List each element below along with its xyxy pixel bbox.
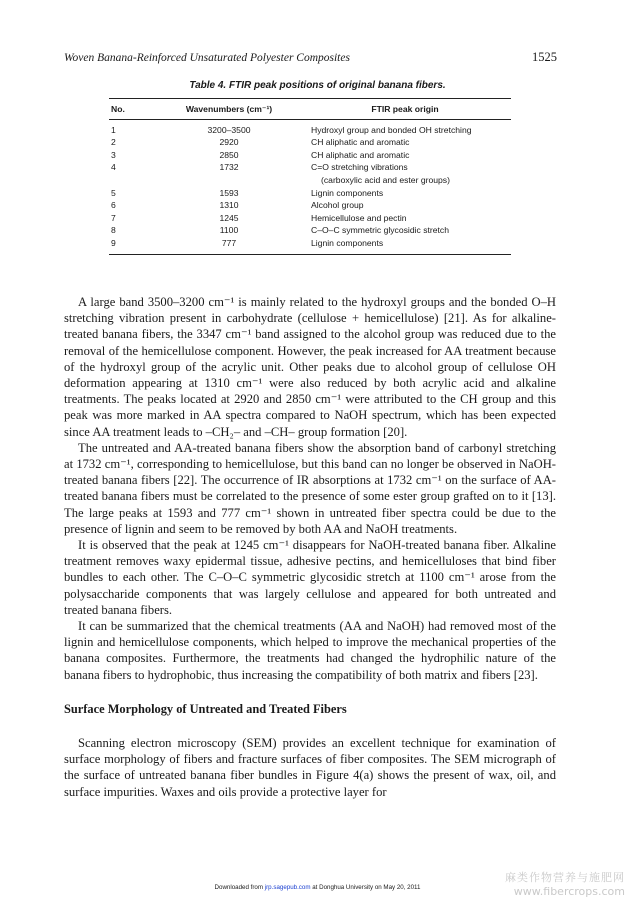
cell-wavenumber: 2850 [219, 149, 239, 160]
cell-wavenumber: 1310 [219, 200, 239, 211]
table-row [109, 212, 511, 225]
body-paragraph: It can be summarized that the chemical treatments (AA and NaOH) had removed most of the lignin and hemicellulose components, which helped to improve the mechanical properties of the banana composites. Furthermore, the treatments had changed the hydrophilic nature of the banana fibers to hydrophobic, thus increasing the compatibility of both matrix and fibers [23]. [64, 619, 556, 682]
watermark-chinese: 麻类作物营养与施肥网 [505, 871, 625, 884]
watermark-url: www.fibercrops.com [513, 885, 625, 898]
table-row [109, 161, 511, 186]
table-row [109, 187, 511, 200]
body-text [64, 294, 556, 800]
cell-wavenumber: 1245 [219, 212, 239, 223]
table-caption: Table 4. FTIR peak positions of original banana fibers. [189, 80, 446, 91]
cell-origin: CH aliphatic and aromatic [311, 137, 410, 148]
table-row [109, 224, 511, 237]
cell-origin: C=O stretching vibrations [311, 162, 408, 173]
section-heading: Surface Morphology of Untreated and Treated Fibers [64, 701, 347, 716]
cell-origin: Lignin components [311, 187, 384, 198]
footer-prefix: Downloaded from [214, 884, 265, 891]
footer-suffix: at Donghua University on May 20, 2011 [310, 884, 421, 891]
cell-origin: CH aliphatic and aromatic [311, 149, 410, 160]
cell-origin-block [299, 161, 511, 186]
cell-wavenumber: 2920 [219, 137, 239, 148]
column-header-wavenumbers: Wavenumbers (cm⁻¹) [159, 99, 299, 120]
cell-origin: Alcohol group [311, 200, 364, 211]
cell-wavenumber: 777 [159, 237, 299, 254]
cell-no: 5 [111, 187, 116, 198]
table-row [109, 136, 511, 149]
cell-wavenumber: 3200–3500 [207, 124, 251, 135]
running-title: Woven Banana-Reinforced Unsaturated Polyester Composites [64, 52, 350, 64]
cell-no: 8 [111, 225, 116, 236]
column-header-origin: FTIR peak origin [299, 99, 511, 120]
cell-no: 1 [111, 124, 116, 135]
table-row [109, 149, 511, 162]
table-row [109, 119, 511, 136]
running-header [64, 50, 557, 65]
cell-origin-continuation: (carboxylic acid and ester groups) [321, 174, 450, 185]
table-row [109, 237, 511, 254]
cell-no: 6 [111, 200, 116, 211]
cell-no: 3 [111, 149, 116, 160]
watermark [505, 871, 625, 899]
page-number: 1525 [532, 50, 557, 64]
body-paragraph: Scanning electron microscopy (SEM) provides an excellent technique for examination of surface morphology of fibers and fracture surfaces of fiber composites. The SEM micrograph of the surface of untreated banana fiber bundles in Figure 4(a) shows the present of wax, oil, and surface impurities. Waxes and oils provide a protective layer for [64, 736, 556, 799]
body-paragraph: The untreated and AA-treated banana fibers show the absorption band of carbonyl stretching at 1732 cm⁻¹, corresponding to hemicellulose, but this band can no longer be observed in NaOH-treated banana fibers [22]. The occurrence of IR absorptions at 1732 cm⁻¹ on the surface of AA-treated banana fibers must be correlated to the presence of some ester group grafted on to it [13]. The large peaks at 1593 and 777 cm⁻¹ shown in untreated fiber spectra could be due to the presence of lignin and seem to be removed by both AA and NaOH treatments. [64, 440, 556, 536]
body-paragraph: A large band 3500–3200 cm⁻¹ is mainly related to the hydroxyl groups and the bonded O–H stretching vibration present in carbohydrate (cellulose + hemicellulose) [21]. As for alkaline-treated banana fibers, the 3347 cm⁻¹ band assigned to the alcohol group was reduced due to the removal of the hemicellulose component. However, the peak increased for AA treatment because of the hydroxyl group of the acrylic unit. Other peaks due to alcohol group of cellulose OH deformation appearing at 1310 cm⁻¹ were also reduced by both acrylic acid and alkaline treatments. The peaks located at 2920 and 2850 cm⁻¹ were attributed to the CH group and this peak was more marked in AA spectra compared to NaOH spectrum, which has been expected since AA treatment leads to –CH₂– and –CH– group formation [20]. [64, 295, 556, 439]
table-header-row [109, 99, 511, 120]
cell-no: 9 [109, 237, 159, 254]
ftir-table [109, 98, 511, 255]
cell-wavenumber: 1100 [219, 225, 239, 236]
cell-no: 4 [111, 162, 116, 173]
column-header-no: No. [109, 99, 159, 120]
table-row [109, 199, 511, 212]
cell-wavenumber: 1593 [219, 187, 239, 198]
cell-no: 7 [111, 212, 116, 223]
cell-no: 2 [111, 137, 116, 148]
cell-origin: Hemicellulose and pectin [311, 212, 407, 223]
cell-origin: Lignin components [299, 237, 511, 254]
footer-link[interactable]: jrp.sagepub.com [264, 884, 311, 891]
cell-wavenumber: 1732 [219, 162, 239, 173]
cell-origin: C–O–C symmetric glycosidic stretch [311, 225, 450, 236]
cell-origin: Hydroxyl group and bonded OH stretching [311, 124, 472, 135]
body-paragraph: It is observed that the peak at 1245 cm⁻¹ disappears for NaOH-treated banana fiber. Alkaline treatment removes waxy epidermal tissue, adhesive pectins, and hemicelluloses that bind fiber bundles to each other. The C–O–C symmetric glycosidic stretch at 1100 cm⁻¹ arose from the polysaccharide components that was largely cellulose and appeared for both untreated and treated banana fibers. [64, 538, 556, 617]
